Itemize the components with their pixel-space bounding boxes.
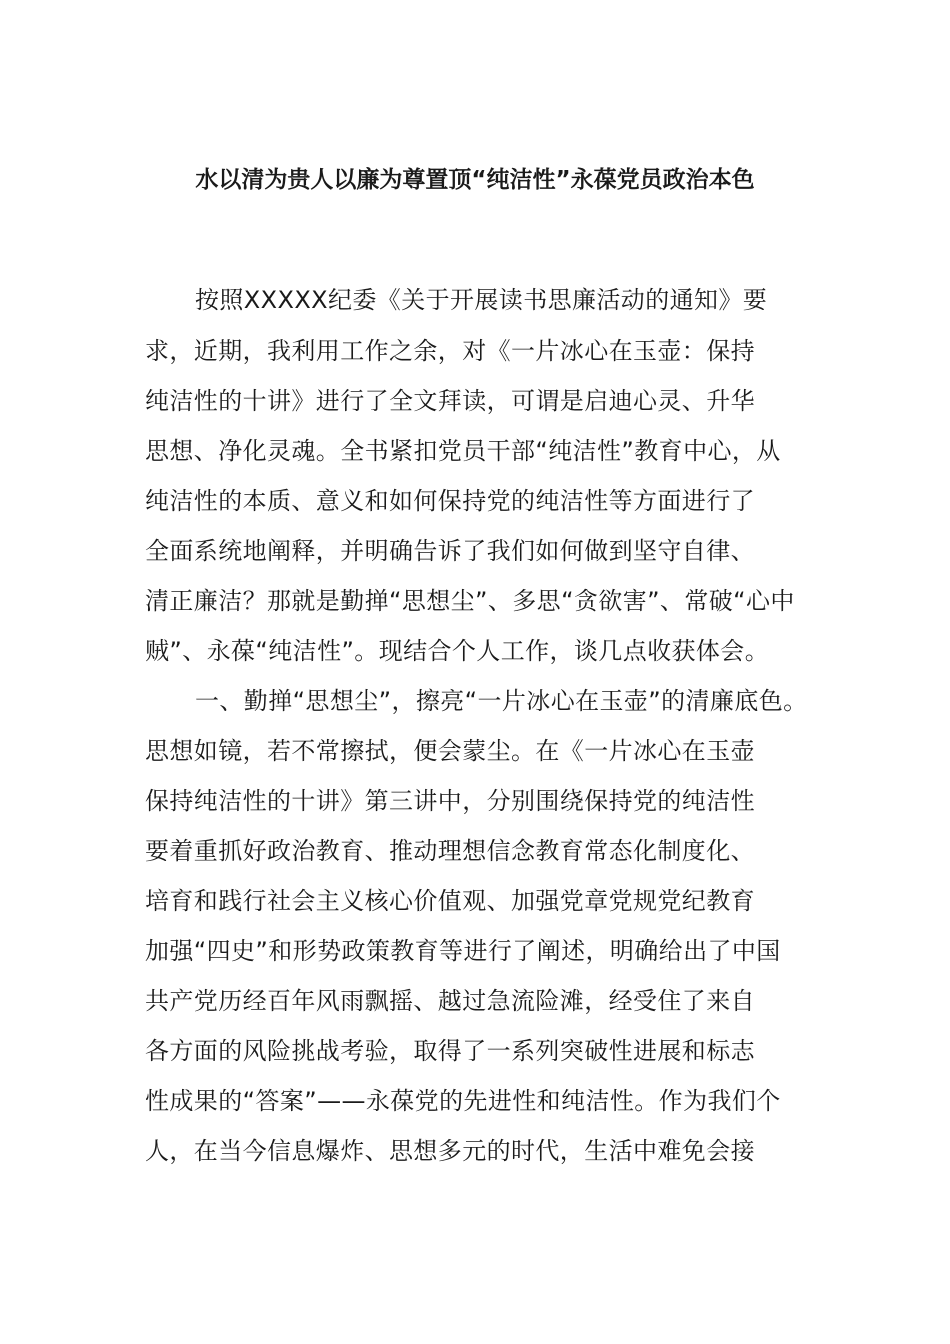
- section-heading-1: 一、勤掸“思想尘”，擦亮“一片冰心在玉壶”的清廉底色。: [195, 687, 808, 715]
- paragraph-line-18: 人，在当今信息爆炸、思想多元的时代，生活中难免会接: [145, 1137, 755, 1165]
- paragraph-line-10: 思想如镜，若不常擦拭，便会蒙尘。在《一片冰心在玉壶: [145, 737, 755, 765]
- paragraph-line-8: 贼”、永葆“纯洁性”。现结合个人工作，谈几点收获体会。: [145, 637, 770, 665]
- paragraph-line-16: 各方面的风险挑战考验，取得了一系列突破性进展和标志: [145, 1037, 755, 1065]
- paragraph-line-17: 性成果的“答案”——永葆党的先进性和纯洁性。作为我们个: [145, 1087, 781, 1115]
- paragraph-line-4: 思想、净化灵魂。全书紧扣党员干部“纯洁性”教育中心，从: [145, 437, 781, 465]
- paragraph-line-1: 按照XXXXX纪委《关于开展读书思廉活动的通知》要: [195, 286, 768, 314]
- paragraph-line-5: 纯洁性的本质、意义和如何保持党的纯洁性等方面进行了: [145, 487, 755, 515]
- paragraph-line-3: 纯洁性的十讲》进行了全文拜读，可谓是启迪心灵、升华: [145, 387, 755, 415]
- paragraph-line-12: 要着重抓好政治教育、推动理想信念教育常态化制度化、: [145, 837, 755, 865]
- paragraph-line-11: 保持纯洁性的十讲》第三讲中，分别围绕保持党的纯洁性: [145, 787, 755, 815]
- paragraph-line-2: 求，近期，我利用工作之余，对《一片冰心在玉壶：保持: [145, 337, 755, 365]
- paragraph-line-14: 加强“四史”和形势政策教育等进行了阐述，明确给出了中国: [145, 937, 781, 965]
- paragraph-line-6: 全面系统地阐释，并明确告诉了我们如何做到坚守自律、: [145, 537, 755, 565]
- paragraph-line-13: 培育和践行社会主义核心价值观、加强党章党规党纪教育: [145, 887, 755, 915]
- paragraph-line-15: 共产党历经百年风雨飘摇、越过急流险滩，经受住了来自: [145, 987, 755, 1015]
- document-title: 水以清为贵人以廉为尊置顶“纯洁性”永葆党员政治本色: [195, 167, 755, 193]
- paragraph-line-7: 清正廉洁？那就是勤掸“思想尘”、多思“贪欲害”、常破“心中: [145, 587, 795, 615]
